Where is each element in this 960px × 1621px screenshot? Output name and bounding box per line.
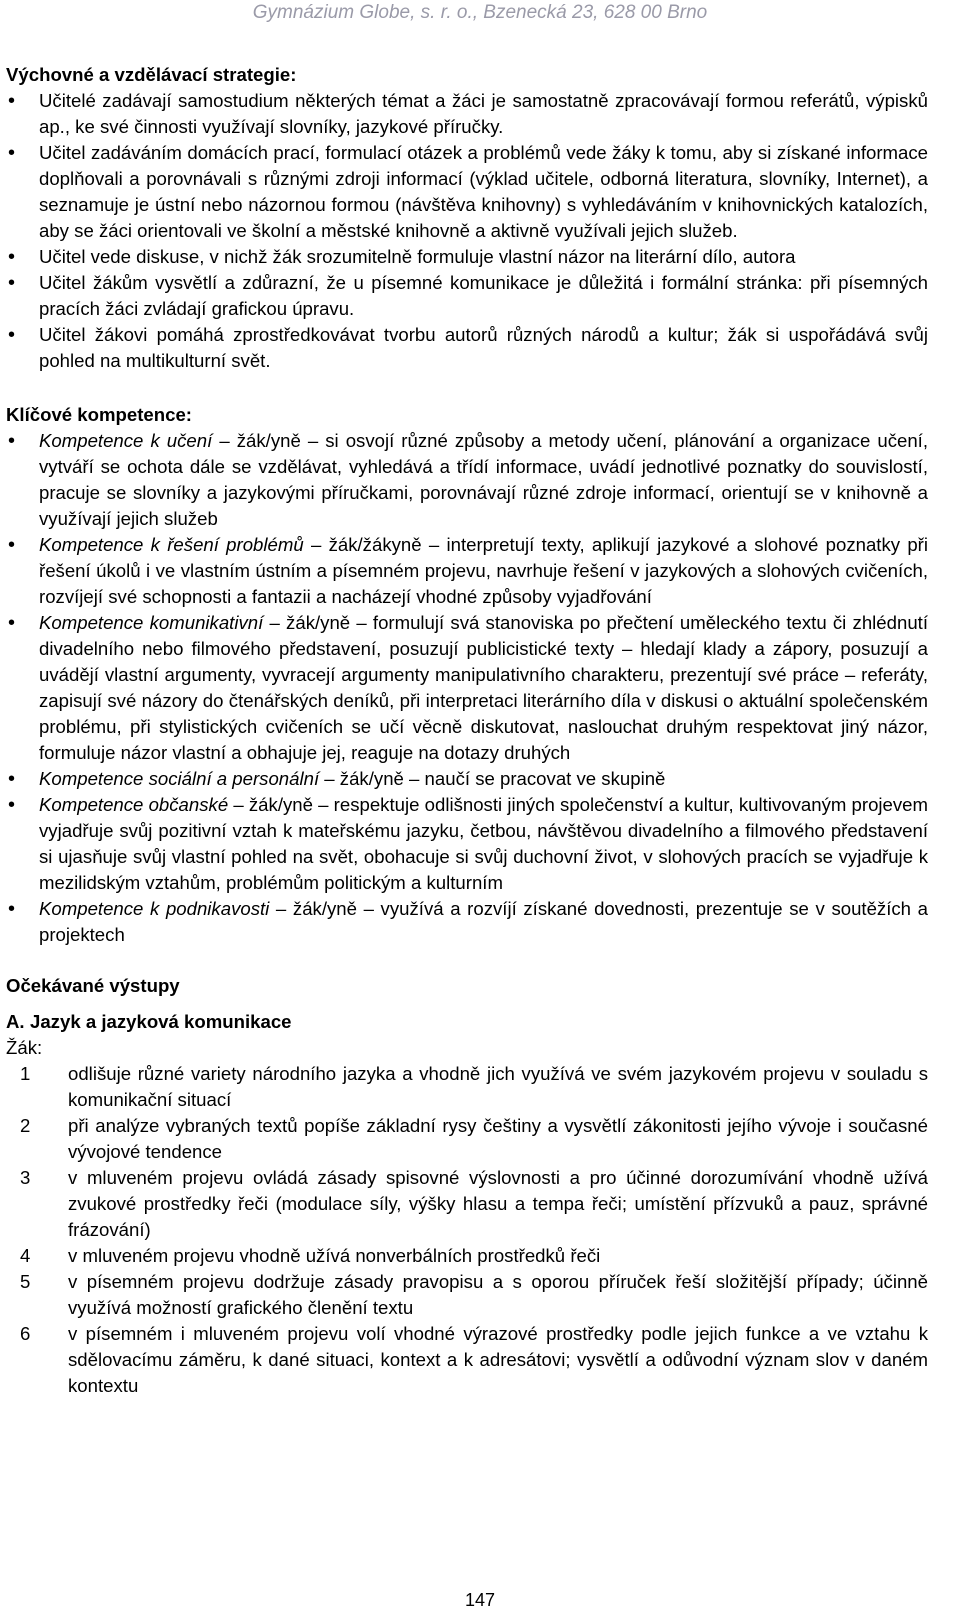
competence-name: Kompetence k řešení problémů [39,534,304,555]
strategy-item: • Učitel žákovi pomáhá zprostředkovávat tvorbu autorů různých národů a kultur; žák si uspořádává svůj pohled na multikulturní svět. [6,322,928,374]
outcomes-heading: Očekávané výstupy [6,975,180,996]
competence-item [6,792,928,896]
outcomes-section-title [6,1009,928,1035]
competence-item [6,428,928,532]
competence-text: – žák/yně – naučí se pracovat ve skupině [319,768,666,789]
competence-item [6,766,928,792]
competence-name: Kompetence komunikativní [39,612,264,633]
competence-item [6,610,928,766]
competence-name: Kompetence občanské [39,794,229,815]
outcome-item [6,1243,928,1269]
outcome-number: 3 [20,1167,31,1188]
strategy-item: • Učitelé zadávají samostudium některých témat a žáci je samostatně zpracovávají formou referátů, výpisků ap., ke své činnosti využívají slovníky, jazykové příručky. [6,88,928,140]
page-header: Gymnázium Globe, s. r. o., Bzenecká 23, 628 00 Brno [252,2,708,23]
outcome-item [6,1165,928,1243]
competence-text: – žák/yně – si osvojí různé způsoby a metody učení, plánování a organizace učení, vytváří se ochota dále se vzdělávat, vyhledává a třídí informace, uvádí jednotlivé poznatky do souvislostí, pracuje se slovníky a jazykovými příručkami, porovnávají různé zdroje informací, orientují se v knihovně a využívají jejich služeb [39,430,928,529]
outcome-text: v písemném i mluveném projevu volí vhodné výrazové prostředky podle jejich funkce a ve vztahu k sdělovacímu záměru, k dané situaci, kontext a k adresátovi; vysvětlí a odůvodní význam slov v daném kontextu [68,1323,928,1396]
strategies-heading: Výchovné a vzdělávací strategie: [6,64,297,85]
outcome-text: v mluveném projevu vhodně užívá nonverbálních prostředků řeči [68,1245,601,1266]
strategy-item: • Učitel žákům vysvětlí a zdůrazní, že u písemné komunikace je důležitá i formální stránka: při písemných pracích žáci zvládají grafickou úpravu. [6,270,928,322]
section-letter: A. [6,1011,25,1032]
outcome-number: 4 [20,1245,31,1266]
outcomes-subject: Žák: [6,1037,43,1058]
section-title: Jazyk a jazyková komunikace [30,1011,292,1032]
strategy-item: • Učitel vede diskuse, v nichž žák srozumitelně formuluje vlastní názor na literární dílo, autora [6,244,928,270]
outcome-number: 1 [20,1063,31,1084]
competence-name: Kompetence k učení [39,430,213,451]
competences-heading: Klíčové kompetence: [6,404,193,425]
outcome-text: v mluveném projevu ovládá zásady spisovné výslovnosti a pro účinné dorozumívání vhodně užívá zvukové prostředky řeči (modulace síly, výšky hlasu a tempa řeči; umístění přízvuků a pauz, správné frázování) [68,1167,928,1240]
competence-text: – žák/yně – formulují svá stanoviska po přečtení uměleckého textu či zhlédnutí divadelního nebo filmového představení, posuzují publicistické texty – hledají klady a zápory, posuzují a uvádějí vlastní argumenty, vyvracejí argumenty manipulativního charakteru, prezentují své práce – referáty, zapisují své názory do čtenářských deníků, při interpretaci literárního díla v diskusi o aktuální společenském problému, při stylistických cvičeních se učí věcně diskutovat, naslouchat druhým respektovat jiný názor, formuluje názor vlastní a obhajuje jej, reaguje na dotazy druhých [39,612,928,763]
outcome-text: v písemném projevu dodržuje zásady pravopisu a s oporou příruček řeší složitější případy; účinně využívá možností grafického členění textu [68,1271,928,1318]
outcome-number: 2 [20,1115,31,1136]
competence-text: – žák/yně – respektuje odlišnosti jiných společenství a kultur, kultivovaným projevem vyjadřuje svůj pozitivní vztah k mateřskému jazyku, četbou, návštěvou divadelního a filmového představení si ujasňuje svůj vlastní pohled na svět, obohacuje si svůj duchovní život, v slohových pracích se vyjadřuje k mezilidským vztahům, problémům politickým a kulturním [39,794,929,893]
outcome-number: 5 [20,1271,31,1292]
outcome-text: při analýze vybraných textů popíše základní rysy češtiny a vysvětlí zákonitosti jejího vývoje i současné vývojové tendence [68,1115,928,1162]
outcome-item [6,1269,928,1321]
outcome-text: odlišuje různé variety národního jazyka a vhodně jich využívá ve svém jazykovém projevu v souladu s komunikační situací [68,1063,928,1110]
outcome-item [6,1061,928,1113]
competence-name: Kompetence k podnikavosti [39,898,270,919]
document-body [6,62,928,1399]
competence-item [6,532,928,610]
competence-text: – žák/yně – využívá a rozvíjí získané dovednosti, prezentuje se v soutěžích a projektech [39,898,928,945]
competence-item [6,896,928,948]
competence-name: Kompetence sociální a personální [39,768,320,789]
outcomes-list [6,1061,928,1399]
page-number: 147 [464,1590,496,1610]
competence-text: – žák/žákyně – interpretují texty, aplikují jazykové a slohové poznatky při řešení úkolů i ve vlastním ústním a písemném projevu, navrhuje řešení v jazykových a slohových cvičeních, rozvíjejí své schopnosti a fantazii a nacházejí vhodné způsoby vyjadřování [39,534,928,607]
outcome-number: 6 [20,1323,31,1344]
strategy-item: • Učitel zadáváním domácích prací, formulací otázek a problémů vede žáky k tomu, aby si získané informace doplňovali a porovnávali s různými zdroji informací (výklad učitele, odborná literatura, slovníky, Internet), a seznamuje je ústní nebo názornou formou (návštěva knihovny) s vyhledáváním v knihovnických katalozích, aby se žáci orientovali ve školní a městské knihovně a aktivně využívali jejich služeb. [6,140,928,244]
outcome-item [6,1321,928,1399]
strategies-list [6,88,928,374]
outcome-item [6,1113,928,1165]
competences-list [6,428,928,948]
